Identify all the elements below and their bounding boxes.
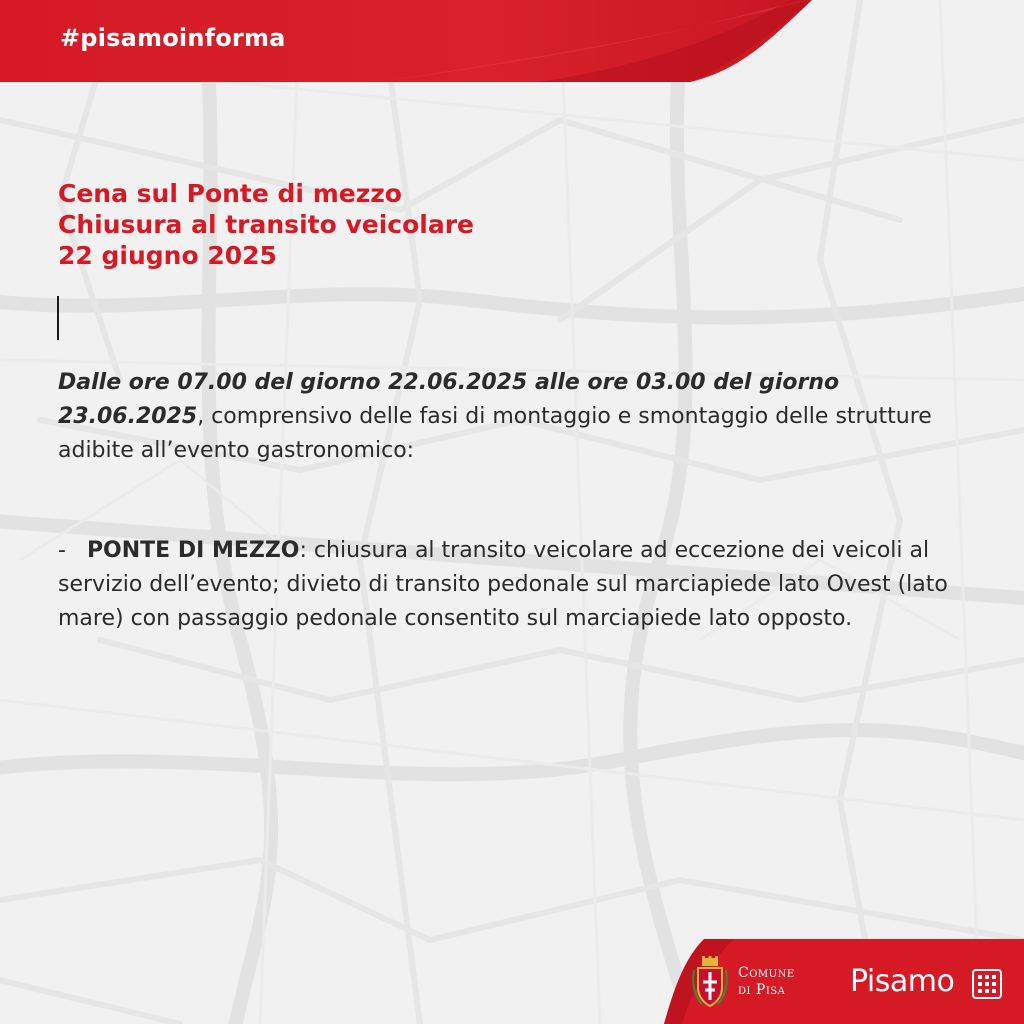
- pisamo-logo-text: Pisamo: [850, 964, 955, 999]
- intro-text: , comprensivo delle fasi di montaggio e smontaggio delle strutture adibite all’evento gastronomico:: [58, 404, 932, 463]
- title-line-2: Chiusura al transito veicolare: [58, 210, 475, 239]
- pisa-crest-icon: [692, 956, 728, 1008]
- comune-line-2: di Pisa: [738, 982, 786, 998]
- bullet-dash: -: [58, 538, 66, 563]
- comune-line-1: Comune: [738, 965, 795, 981]
- hashtag: #pisamoinforma: [60, 24, 286, 52]
- bullet-text: : chiusura al transito veicolare ad eccezione dei veicoli al servizio dell’evento; divieto di transito pedonale sul marciapiede lato Ovest (lato mare) con passaggio pedonale consentito sul marciapiede lato opposto.: [58, 538, 948, 631]
- comune-di-pisa-logo: [738, 965, 795, 999]
- page-title: [58, 178, 758, 271]
- intro-date-range: Dalle ore 07.00 del giorno 22.06.2025 alle ore 03.00 del giorno 23.06.2025: [58, 370, 840, 429]
- footer-logos: [664, 939, 1024, 1024]
- intro-paragraph: [58, 366, 988, 468]
- pisamo-grid-icon: [972, 969, 1002, 999]
- vertical-divider: [57, 296, 59, 340]
- title-line-1: Cena sul Ponte di mezzo: [58, 179, 402, 208]
- title-line-3: 22 giugno 2025: [58, 241, 277, 270]
- bullet-label: PONTE DI MEZZO: [86, 538, 300, 563]
- closure-bullet: [58, 534, 988, 636]
